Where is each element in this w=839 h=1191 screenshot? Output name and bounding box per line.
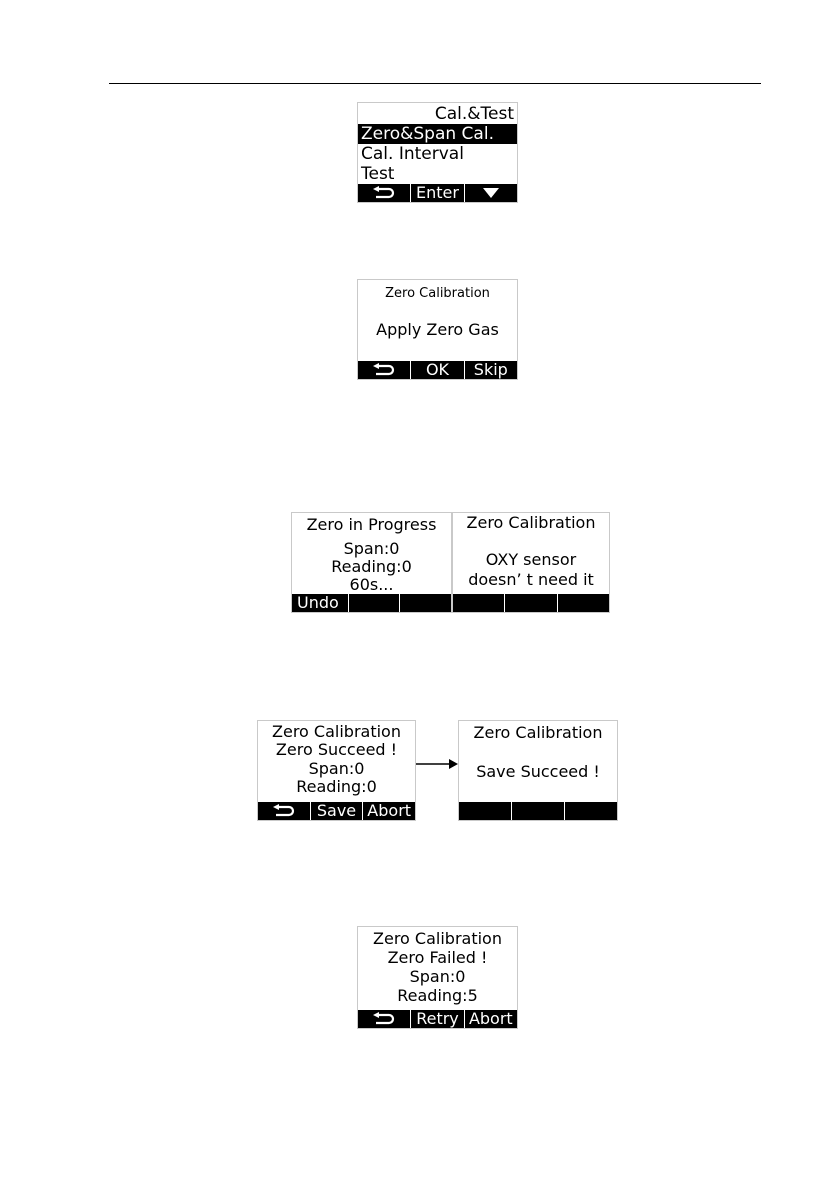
menu-screen bbox=[357, 102, 518, 203]
menu-item-cal-interval[interactable]: Cal. Interval bbox=[361, 144, 464, 164]
apply-zero-gas-screen bbox=[357, 279, 518, 380]
blank-softkey-middle bbox=[504, 594, 556, 612]
enter-softkey[interactable]: Enter bbox=[410, 184, 463, 202]
back-softkey[interactable] bbox=[358, 361, 410, 379]
back-arrow-icon bbox=[272, 804, 296, 818]
undo-softkey[interactable]: Undo bbox=[297, 593, 339, 612]
zero-progress-screen bbox=[291, 512, 452, 613]
abort-softkey[interactable]: Abort bbox=[362, 802, 415, 820]
progress-title: Zero in Progress bbox=[306, 515, 437, 534]
progress-timer: 60s... bbox=[349, 575, 394, 594]
blank-softkey-right bbox=[399, 594, 451, 612]
back-arrow-icon bbox=[372, 363, 396, 377]
save-succeed-screen bbox=[458, 720, 618, 821]
succeed-span: Span:0 bbox=[308, 759, 365, 778]
back-arrow-icon bbox=[372, 1012, 396, 1026]
menu-softkey-bar bbox=[358, 184, 517, 202]
apply-screen-title: Zero Calibration bbox=[385, 286, 490, 301]
progress-softkey-bar bbox=[292, 594, 451, 612]
save-softkey-bar bbox=[459, 802, 617, 820]
oxy-softkey-bar bbox=[453, 594, 609, 612]
failed-status: Zero Failed ! bbox=[387, 948, 488, 967]
apply-softkey-bar bbox=[358, 361, 517, 379]
save-message: Save Succeed ! bbox=[476, 762, 600, 781]
down-triangle-icon bbox=[483, 187, 499, 199]
back-arrow-icon bbox=[372, 186, 396, 200]
failed-title: Zero Calibration bbox=[373, 929, 502, 948]
failed-reading: Reading:5 bbox=[397, 986, 478, 1005]
blank-softkey-left bbox=[453, 594, 504, 612]
retry-softkey[interactable]: Retry bbox=[410, 1010, 463, 1028]
zero-failed-screen bbox=[357, 926, 518, 1029]
zero-succeed-screen bbox=[257, 720, 416, 821]
succeed-softkey-bar bbox=[258, 802, 415, 820]
succeed-status: Zero Succeed ! bbox=[275, 740, 398, 759]
oxy-title: Zero Calibration bbox=[466, 513, 596, 532]
blank-softkey-middle bbox=[511, 802, 564, 820]
down-softkey[interactable] bbox=[464, 184, 517, 202]
succeed-title: Zero Calibration bbox=[272, 722, 401, 741]
failed-span: Span:0 bbox=[409, 967, 466, 986]
back-softkey[interactable] bbox=[358, 184, 410, 202]
abort-softkey[interactable]: Abort bbox=[464, 1010, 517, 1028]
menu-title: Cal.&Test bbox=[434, 104, 514, 124]
header-rule bbox=[109, 83, 761, 84]
blank-softkey-middle bbox=[348, 594, 400, 612]
blank-softkey-right bbox=[557, 594, 609, 612]
progress-span: Span:0 bbox=[343, 539, 400, 558]
skip-softkey[interactable]: Skip bbox=[464, 361, 517, 379]
menu-item-zero-span[interactable]: Zero&Span Cal. bbox=[358, 124, 517, 144]
oxy-line-2: doesn’ t need it bbox=[468, 570, 594, 589]
menu-item-test[interactable]: Test bbox=[361, 164, 395, 184]
flow-arrow-icon bbox=[416, 757, 458, 771]
save-title: Zero Calibration bbox=[473, 723, 603, 742]
back-softkey[interactable] bbox=[258, 802, 310, 820]
oxy-sensor-screen bbox=[452, 512, 610, 613]
oxy-line-1: OXY sensor bbox=[485, 550, 577, 569]
back-softkey[interactable] bbox=[358, 1010, 410, 1028]
ok-softkey[interactable]: OK bbox=[410, 361, 463, 379]
failed-softkey-bar bbox=[358, 1010, 517, 1028]
blank-softkey-right bbox=[564, 802, 617, 820]
blank-softkey-left bbox=[459, 802, 511, 820]
apply-screen-message: Apply Zero Gas bbox=[376, 320, 499, 339]
succeed-reading: Reading:0 bbox=[296, 777, 377, 796]
progress-reading: Reading:0 bbox=[331, 557, 412, 576]
save-softkey[interactable]: Save bbox=[310, 802, 363, 820]
